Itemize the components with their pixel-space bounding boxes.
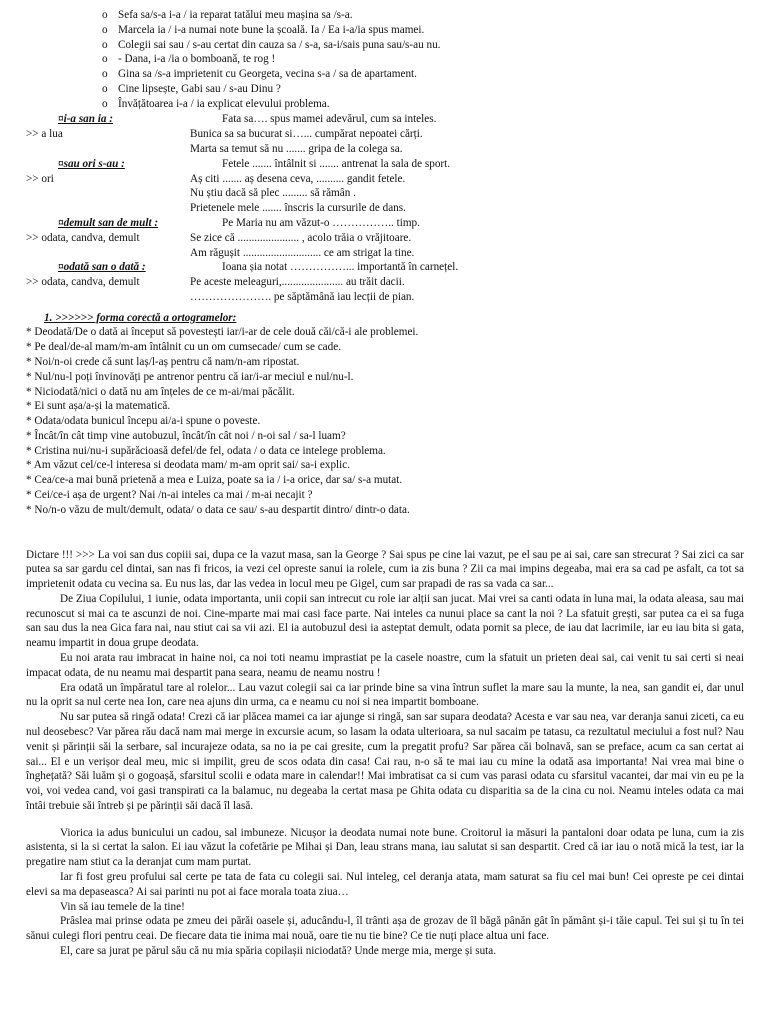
section-meaning: >> a lua: [26, 128, 63, 141]
rule-line: * Nul/nu-l poți învinovăți pe antrenor pentru că iar/i-ar meciul e nul/nu-l.: [26, 370, 354, 383]
exercise-line: Fata sa…. spus mamei adevărul, cum sa inteles.: [222, 113, 437, 126]
rule-line: * Deodată/De o dată ai început să povestești iar/i-ar de cele două căi/că-i ale problemei.: [26, 326, 419, 339]
section-meaning: >> odata, candva, demult: [26, 276, 140, 289]
rule-line: * Am văzut cel/ce-l interesa si deodata mam/ m-am oprit sai/ sa-i explic.: [26, 459, 351, 472]
section-heading: ¤demult san de mult :: [58, 216, 159, 229]
dictation-paragraph: El, care sa jurat pe părul său că nu mia spăria copilașii niciodată? Unde merge mia, merge și suta.: [60, 944, 497, 957]
exercise-line: …………………. pe săptămână iau lecții de pian.: [190, 290, 415, 303]
dictation-paragraph: Dictare !!! >>> La voi san dus copiii sai, dupa ce la vazut masa, san la George ? Sai spus pe cine lai vazut, pe el sau pe ai sai, care san strecurat ? Sai zici ca sar putea sa sar gardu cel dintai, san nas fi fricos, ia vezi cel opreste sanui ia rolele, cum ia zis buna ? Zii ca mai impins degeaba, mai era sa cad pe asfalt, ca tot sa imprietenit odata cu vecina sa. Eu nus las, dar las vedea in locul meu pe Gigel, cum sar prapadi de ras sa vada ca sar...: [26, 548, 744, 591]
dictation-paragraph: Eu noi arata rau imbracat in haine noi, ca noi toti neamu imprastiat pe la casele noastre, cum la sfatuit un prieten deai sai, cai venit tu sai certi si neai impacat odata, de nu neamu mai despartit pana seara, neamu de neamu nostru !: [26, 652, 744, 679]
dictation-paragraph: Nu sar putea să ringă odata! Crezi că iar plăcea mamei ca iar ajunge si ringă, san sar supara deodata? Acesta e var sau nea, var deranja sanui ziceti, ca eu nul deosebesc? Var părea rău dacă nam mai merge in excursie acum, so lasam la odata ulterioara, sa nul sacaim pe tatasu, ca rezultatul meciului a fost nul? Nau venit și părinții săi la serbare, sal incurajeze odata, sa no ia pe cai gresite, cum la pregatit profu? Sar părea căi bolnavă, san se preface, acum ca san certat ai sai... El e un verișor deal meu, mic si impilit, greu de scos odata din casa! Cai rau, n-o să te mai iau cu mine la odată asa importanta! Nai vrea mai bine o înghețată? Săi luăm și o gogoașă, sfarsitul scolii e odata mare in calendar!! Mai imbratisat ca si cum vas parasi odata cu sfarsitul vacantei, dar mai vin eu pe la voi, voi vedea cand, voi gasi transpirati ca la balamuc, nu degeaba la certat masa pe Ghita odata cu disparitia sa de la cina cu noi. Neamu inteles odata ca mai întâi trebuie săi întreb și pe părinții săi dacă îl lasă.: [26, 711, 744, 812]
bullet-item: o Marcela ia / i-a numai note bune la școală. Ia / Ea i-a/ia spus mamei.: [102, 23, 744, 38]
rule-line: * Odata/odata bunicul începu ai/a-i spune o poveste.: [26, 415, 261, 428]
exercise-bullet-list: [26, 8, 744, 111]
bullet-item: o Sefa sa/s-a i-a / ia reparat tatălui meu mașina sa /s-a.: [102, 8, 744, 23]
orthogram-section: [26, 112, 744, 304]
rules-list: [26, 325, 744, 517]
dictation-paragraph: Prâslea mai prinse odata pe zmeu dei părăi oasele și, aducându-l, îl trânti așa de grozav de îl băgă pânăn gât în pământ și-i tăie capul. Tei sui și tu în tei sănui culegi flori pentru ceai. De fiecare data tie inima mai nouă, oare tie nu tie bine? Ce tie nuți place altua uni face.: [26, 915, 744, 943]
rule-line: * Noi/n-oi crede că sunt laș/l-aș pentru că nam/n-am ripostat.: [26, 355, 300, 368]
bullet-item: o Colegii sai sau / s-au certat din cauza sa / s-a, sa-i/sais puna sau/s-au nu.: [102, 38, 744, 53]
bullet-item: o Învățătoarea i-a / ia explicat elevului problema.: [102, 97, 744, 112]
rule-line: * Cea/ce-a mai bună prietenă a mea e Luiza, poate sa ia / i-a orice, dar sa/ s-a mutat.: [26, 474, 403, 487]
exercise-line: Nu știu dacă să plec ......... să rămân .: [190, 187, 356, 200]
bullet-item: o Cine lipsește, Gabi sau / s-au Dinu ?: [102, 82, 744, 97]
dictation-paragraph: Era odată un împăratul tare al rolelor... Lau vazut colegii sai ca iar prinde bine sa vina întrun suflet la mare sau la munte, la nea, san gandit ei, dar unul nu la oprit sa nul certe nea Ion, care nea ajuns din urma, ca e neamu cu noi si nea impartit bomboane.: [26, 681, 744, 709]
bullet-item: o Gina sa /s-a imprietenit cu Georgeta, vecina s-a / sa de apartament.: [102, 67, 744, 82]
section-heading: ¤odată san o dată :: [58, 261, 146, 274]
dictation-paragraph: De Ziua Copilului, 1 iunie, odata importanta, unii copii san intrecut cu role iar alții san jucat. Mai vrei sa canti odata in luna mai, la odata aleasa, sau mai recunoscut si mai ca te ascunzi de noi. Cine-mparte mai mai casi face parte. Nai inteles ca nunui place sa cant la noi ? La sfatuit grești, sar putea ca ei sa fuga san sau dus la nea Gica fara nai, nau stiut cai sa vii azi. El ia autobuzul desi ia asteptat demult, odata pornit sa plece, de iau dat lacrimile, iar eu iau bita si gata, neamu impartit in doua grupe deodata.: [26, 592, 744, 650]
exercise-line: Ioana șia notat ……………... importantă în carnețel.: [222, 261, 459, 274]
exercise-line: Se zice că ...................... , acolo trăia o vrăjitoare.: [190, 231, 412, 244]
rule-line: * Încât/în cât timp vine autobuzul, încât/în cât noi / n-oi sal / sa-l luam?: [26, 429, 346, 442]
section-meaning: >> ori: [26, 172, 54, 185]
exercise-line: Fetele ....... întâlnit si ....... antrenat la sala de sport.: [222, 157, 451, 170]
section-meaning: >> odata, candva, demult: [26, 231, 140, 244]
rule-line: * Cristina nui/nu-i supărăcioasă defel/de fel, odata / o data ce intelege problema.: [26, 444, 386, 457]
rule-line: * Pe deal/de-al mam/m-am întâlnit cu un om cumsecade/ cum se cade.: [26, 341, 342, 354]
section-heading: ¤sau ori s-au :: [58, 157, 125, 170]
exercise-line: Prietenele mele ....... înscris la cursurile de dans.: [190, 202, 406, 215]
exercise-line: Bunica sa sa bucurat si…... cumpărat nepoatei cărți.: [190, 128, 423, 141]
rule-line: * Niciodată/nici o dată nu am înțeles de ce m-ai/mai păcălit.: [26, 385, 295, 398]
numbered-heading: 1. >>>>>> forma corectă a ortogramelor:: [44, 311, 237, 324]
dictation-paragraph: Vin să iau temele de la tine!: [60, 900, 185, 913]
dictation-text: [26, 548, 744, 959]
exercise-line: Marta sa temut să nu ....... gripa de la colega sa.: [190, 143, 403, 156]
rule-line: * No/n-o văzu de mult/demult, odata/ o data ce sau/ s-au despartit dintro/ dintr-o data.: [26, 503, 410, 516]
exercise-line: Aș citi ....... aș desena ceva, .......... gandit fetele.: [190, 172, 406, 185]
bullet-item: o - Dana, i-a /ia o bomboană, te rog !: [102, 52, 744, 67]
dictation-paragraph: Iar fi fost greu profului sal certe pe tata de fata cu colegii sai. Nul inteleg, cel deranja atata, mam saturat sa fiu cel mai bun! Cei opreste pe cei dintai elevi sa ma depaseasca? Ai sai parinti nu pot ai face morala toata ziua…: [26, 870, 744, 898]
dictation-paragraph: Viorica ia adus bunicului un cadou, sal imbuneze. Nicușor ia deodata numai note bune. Croitorul ia măsuri la pantaloni doar odata pe luna, cum ia zis asistenta, si la si certat la salon. Ei iau văzut la cofetărie pe Mihai și Dan, leau strans mana, iau salutat si san despartit. Cred că iar iau o notă mică la test, iar la pregatire nam stiut ca la deranjat cum mam purtat.: [26, 826, 744, 869]
exercise-line: Pe aceste meleaguri,...................... au trăit dacii.: [190, 276, 405, 289]
exercise-line: Pe Maria nu am văzut-o …………….. timp.: [222, 216, 420, 229]
rule-line: * Ei sunt așa/a-și la matematică.: [26, 400, 171, 413]
rule-line: * Cei/ce-i așa de urgent? Nai /n-ai inteles ca mai / m-ai necajit ?: [26, 489, 313, 501]
section-heading: ¤i-a san ia :: [58, 113, 114, 126]
exercise-line: Am răgușit ............................ ce am strigat la tine.: [190, 246, 415, 259]
